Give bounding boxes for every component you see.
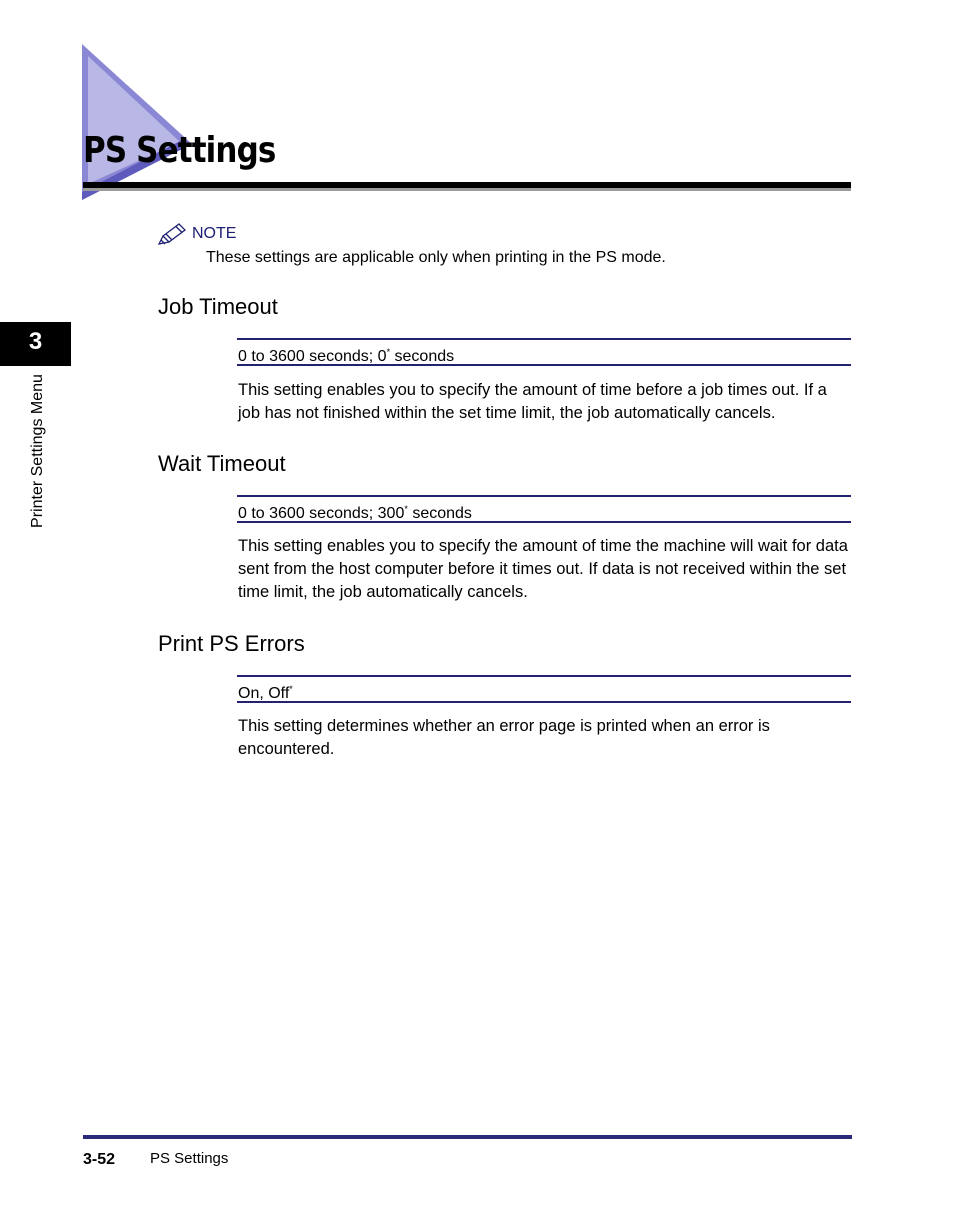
default-mark: *: [386, 347, 391, 357]
range-value: On, Off: [238, 685, 290, 702]
pencil-note-icon: [157, 222, 187, 248]
setting-range-print-ps-errors: [237, 675, 851, 703]
chapter-side-label: Printer Settings Menu: [29, 374, 46, 528]
default-mark: *: [289, 684, 293, 694]
section-description-wait-timeout: This setting enables you to specify the amount of time the machine will wait for data sent from the host computer before it times out. If data is not received within the set time limit, the job automatically cancels.: [238, 537, 848, 601]
section-heading-job-timeout: Job Timeout: [158, 294, 278, 319]
note-text: These settings are applicable only when printing in the PS mode.: [206, 249, 666, 266]
footer-section-title: PS Settings: [150, 1150, 229, 1167]
range-value: 0 to 3600 seconds; 300: [238, 505, 405, 522]
range-suffix: seconds: [407, 505, 472, 522]
footer-rule: [83, 1135, 852, 1139]
section-description-job-timeout: This setting enables you to specify the amount of time before a job times out. If a job has not finished within the set time limit, the job automatically cancels.: [238, 381, 827, 422]
setting-range-job-timeout: [237, 338, 851, 366]
note-heading: NOTE: [192, 225, 237, 242]
page-title: PS Settings: [83, 130, 276, 171]
range-value: 0 to 3600 seconds; 0: [238, 348, 387, 365]
section-heading-print-ps-errors: Print PS Errors: [158, 631, 305, 656]
range-suffix: seconds: [390, 348, 455, 365]
title-rule-shadow: [83, 188, 851, 191]
chapter-tab: 3: [0, 322, 71, 366]
section-description-print-ps-errors: This setting determines whether an error page is printed when an error is encountered.: [238, 717, 770, 758]
setting-range-wait-timeout: [237, 495, 851, 523]
header-triangle-decoration: [82, 44, 192, 200]
default-mark: *: [404, 504, 408, 514]
section-heading-wait-timeout: Wait Timeout: [158, 451, 286, 476]
footer-page-number: 3-52: [83, 1151, 116, 1168]
